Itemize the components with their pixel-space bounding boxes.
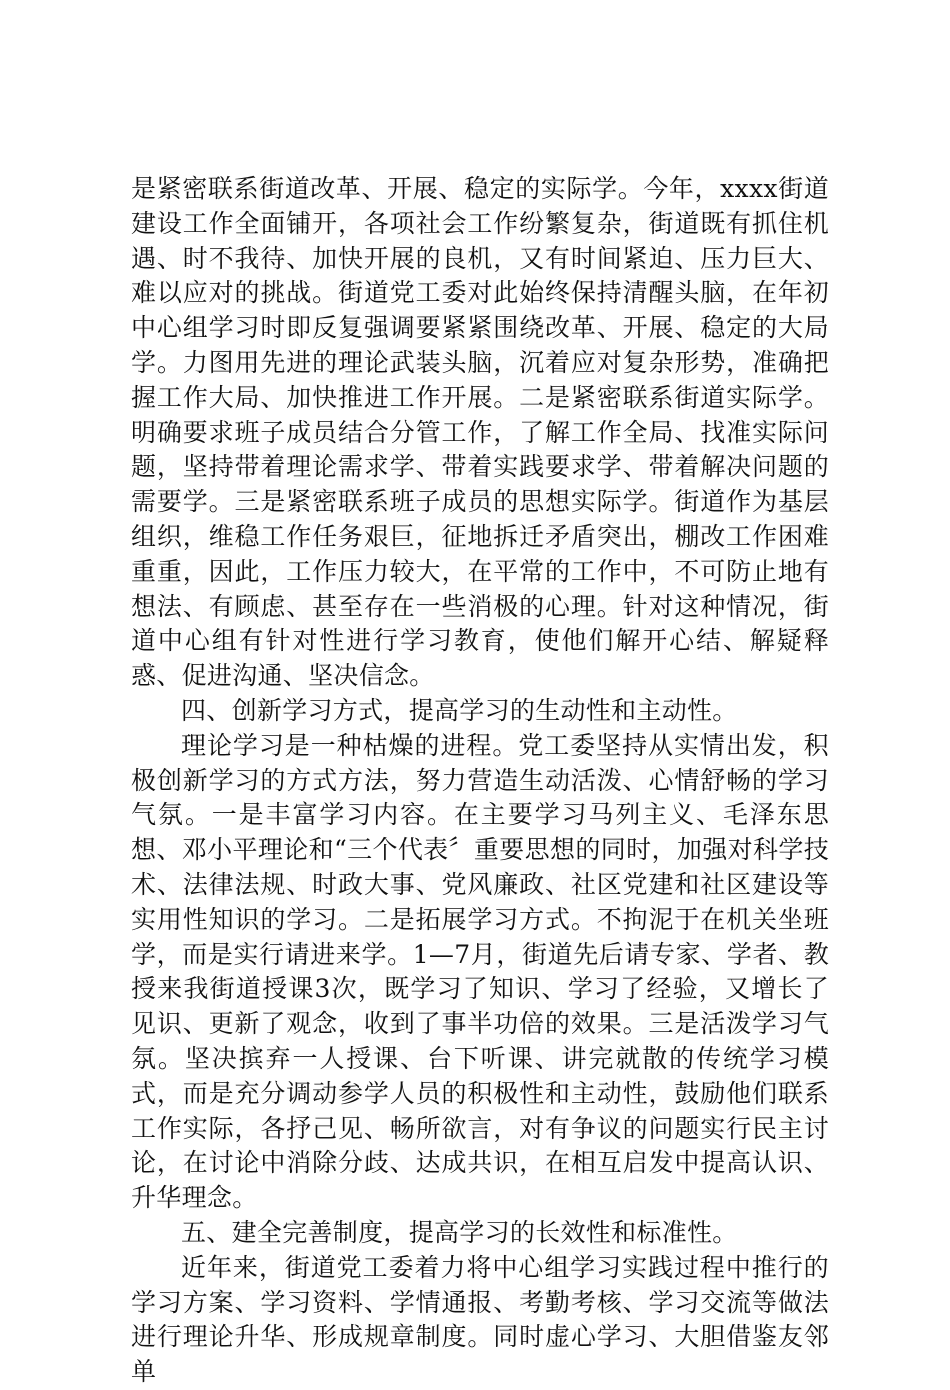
section-heading-four: 四、创新学习方式，提高学习的生动性和主动性。 — [181, 695, 738, 725]
paragraph-system-building: 近年来，街道党工委着力将中心组学习实践过程中推行的学习方案、学习资料、学情通报、考勤考核、学习交流等做法进行理论升华、形成规章制度。同时虚心学习、大胆借鉴友邻单 — [131, 1252, 829, 1387]
paragraph-learning-methods: 理论学习是一种枯燥的进程。党工委坚持从实情出发，积极创新学习的方式方法，努力营造生动活泼、心情舒畅的学习气氛。一是丰富学习内容。在主要学习马列主义、毛泽东思想、邓小平理论和“三个代表〞重要思想的同时，加强对科学技术、法律法规、时政大事、党风廉政、社区党建和社区建设等实用性知识的学习。二是拓展学习方式。不拘泥于在机关坐班学，而是实行请进来学。1—7月，街道先后请专家、学者、教授来我街道授课3次，既学习了知识、学习了经验，又增长了见识、更新了观念，收到了事半功倍的效果。三是活泼学习气氛。坚决摈弃一人授课、台下听课、讲完就散的传统学习模式，而是充分调动参学人员的积极性和主动性，鼓励他们联系工作实际，各抒己见、畅所欲言，对有争议的问题实行民主讨论，在讨论中消除分歧、达成共识，在相互启发中提高认识、升华理念。 — [131, 730, 829, 1213]
paragraph-continuation: 是紧密联系街道改革、开展、稳定的实际学。今年，xxxx街道建设工作全面铺开，各项社会工作纷繁复杂，街道既有抓住机遇、时不我待、加快开展的良机，又有时间紧迫、压力巨大、难以应对的挑战。街道党工委对此始终保持清醒头脑，在年初中心组学习时即反复强调要紧紧围绕改革、开展、稳定的大局学。力图用先进的理论武装头脑，沉着应对复杂形势，准确把握工作大局、加快推进工作开展。二是紧密联系街道实际学。明确要求班子成员结合分管工作，了解工作全局、找准实际问题，坚持带着理论需求学、带着实践要求学、带着解决问题的需要学。三是紧密联系班子成员的思想实际学。街道作为基层组织，维稳工作任务艰巨，征地拆迁矛盾突出，棚改工作困难重重，因此，工作压力较大，在平常的工作中，不可防止地有想法、有顾虑、甚至存在一些消极的心理。针对这种情况，街道中心组有针对性进行学习教育，使他们解开心结、解疑释惑、促进沟通、坚决信念。 — [131, 174, 829, 691]
section-heading-five: 五、建全完善制度，提高学习的长效性和标准性。 — [181, 1217, 738, 1247]
document-body — [131, 172, 829, 1390]
